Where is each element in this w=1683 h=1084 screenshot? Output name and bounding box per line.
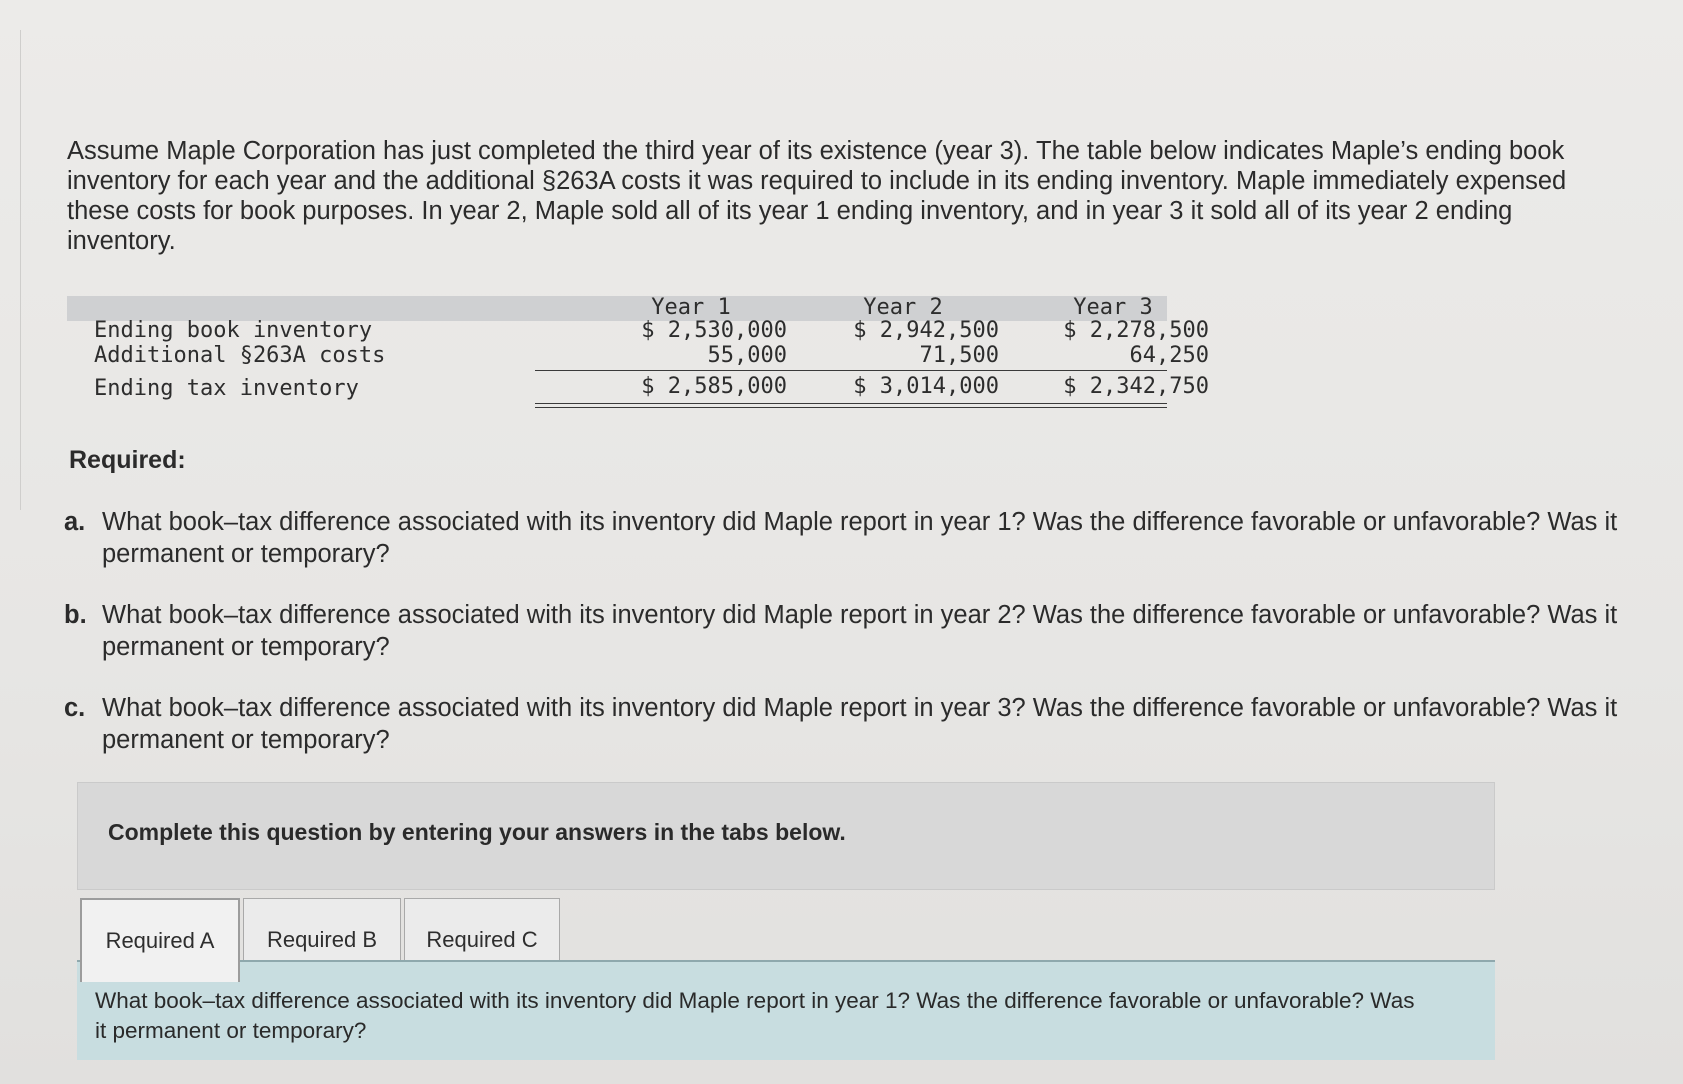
question-text: What book–tax difference associated with its inventory did Maple report in year 3? Was the difference favorable or unfavorable? Was it permanent or temporary?	[102, 694, 1618, 754]
row-label-ending-tax-inventory: Ending tax inventory	[94, 376, 359, 401]
cell-book-year-3: $ 2,278,500	[1063, 318, 1209, 343]
question-letter: c.	[64, 694, 86, 722]
table-header-year-2: Year 2	[863, 295, 943, 320]
subtotal-rule	[535, 370, 1167, 371]
instruction-text: Complete this question by entering your answers in the tabs below.	[108, 819, 846, 845]
tab-panel	[77, 960, 1495, 1060]
required-heading: Required:	[69, 446, 186, 474]
page-edge	[0, 30, 21, 510]
row-label-ending-book-inventory: Ending book inventory	[94, 318, 373, 343]
cell-263a-year-3: 64,250	[1129, 343, 1209, 368]
row-label-additional-263a-costs: Additional §263A costs	[94, 343, 386, 368]
intro-paragraph: Assume Maple Corporation has just completed the third year of its existence (year 3). The table below indicates Maple’s ending book inventory for each year and the additional §263A costs it was required to include in its ending inventory. Maple immediately expensed these costs for book purposes. In year 2, Maple sold all of its year 1 ending inventory, and in year 3 it sold all of its year 2 ending inventory.	[67, 137, 1567, 255]
total-rule-bottom	[535, 407, 1167, 408]
panel-question-text: What book–tax difference associated with its inventory did Maple report in year 1? Was the difference favorable or unfavorable? Was it permanent or temporary?	[95, 988, 1415, 1043]
question-b	[64, 599, 1644, 663]
question-text: What book–tax difference associated with its inventory did Maple report in year 1? Was the difference favorable or unfavorable? Was it permanent or temporary?	[102, 508, 1618, 568]
instruction-box	[77, 782, 1495, 890]
tab-required-a[interactable]: Required A	[80, 898, 240, 982]
cell-263a-year-1: 55,000	[707, 343, 787, 368]
table-header-year-1: Year 1	[651, 295, 731, 320]
table-header-year-3: Year 3	[1073, 295, 1153, 320]
question-letter: b.	[64, 601, 87, 629]
question-a	[64, 506, 1644, 570]
question-letter: a.	[64, 508, 86, 536]
inventory-table	[67, 295, 1209, 416]
cell-tax-year-1: $ 2,585,000	[641, 374, 787, 399]
total-rule-top	[535, 403, 1167, 404]
cell-tax-year-3: $ 2,342,750	[1063, 374, 1209, 399]
tab-required-c[interactable]: Required C	[404, 898, 560, 981]
question-text: What book–tax difference associated with its inventory did Maple report in year 2? Was the difference favorable or unfavorable? Was it permanent or temporary?	[102, 601, 1618, 661]
cell-tax-year-2: $ 3,014,000	[853, 374, 999, 399]
cell-book-year-2: $ 2,942,500	[853, 318, 999, 343]
tab-required-b[interactable]: Required B	[243, 898, 401, 981]
cell-book-year-1: $ 2,530,000	[641, 318, 787, 343]
question-c	[64, 692, 1644, 756]
cell-263a-year-2: 71,500	[919, 343, 999, 368]
